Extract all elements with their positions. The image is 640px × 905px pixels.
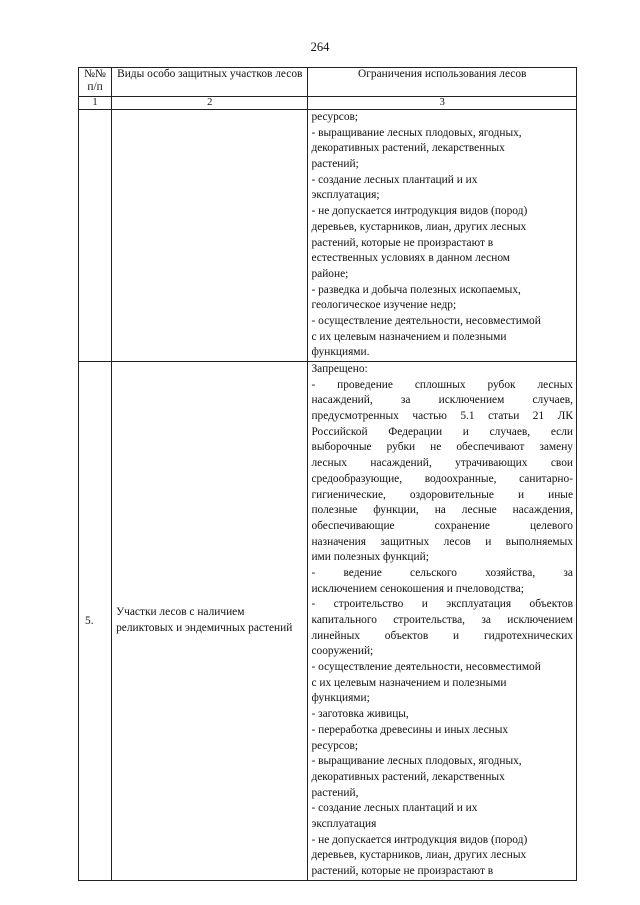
restriction-line: растений, которые не произрастают в xyxy=(311,236,494,249)
restriction-line: - разведка и добыча полезных ископаемых, xyxy=(311,283,521,296)
restriction-line: - создание лесных плантаций и их xyxy=(311,802,478,815)
restriction-line: декоративных растений, лекарственных xyxy=(311,142,505,155)
area-type xyxy=(112,110,308,362)
restriction-line: - не допускается интродукция видов (пород) xyxy=(311,205,528,218)
restriction-line: - не допускается интродукция видов (пород) xyxy=(311,833,528,846)
restriction-line: растений, xyxy=(311,786,359,799)
restriction-line: капитального строительства, за исключением xyxy=(311,614,573,626)
restriction-line: Российской Федерации и случаев, если xyxy=(311,425,573,438)
restriction-line: ресурсов; xyxy=(311,111,359,123)
restriction-line: - осуществление деятельности, несовместимой xyxy=(311,314,541,327)
column-number: 2 xyxy=(112,97,308,110)
restriction-line: выборочные рубки не обеспечивают замену xyxy=(311,441,573,454)
restrictions-cell xyxy=(308,362,577,881)
restriction-line: декоративных растений, лекарственных xyxy=(311,770,505,783)
restriction-line: сооружений; xyxy=(311,645,374,658)
restriction-line: естественных условиях в данном лесном xyxy=(311,252,511,265)
table-row xyxy=(79,362,577,881)
area-type: Участки лесов с наличием реликтовых и эндемичных растений xyxy=(112,362,308,881)
restriction-line: средообразующие, водоохранные, санитарно- xyxy=(311,472,573,485)
restriction-line: - осуществление деятельности, несовместимой xyxy=(311,661,541,674)
restriction-line: линейных объектов и гидротехнических xyxy=(311,629,573,642)
page-number: 264 xyxy=(310,40,330,54)
table-header-row xyxy=(79,68,577,97)
restriction-line: лесных насаждений, утрачивающих свои xyxy=(311,457,573,470)
restriction-line: обеспечивающие сохранение целевого xyxy=(311,519,573,532)
header-restrictions: Ограничения использования лесов xyxy=(308,68,577,97)
restriction-line: - выращивание лесных плодовых, ягодных, xyxy=(311,126,522,139)
restriction-line: гигиенические, оздоровительные и иные xyxy=(311,488,573,501)
restriction-line: ими полезных функций; xyxy=(311,551,429,564)
restriction-line: насаждений, за исключением случаев, xyxy=(311,394,573,407)
restriction-line: - переработка древесины и иных лесных xyxy=(311,723,509,736)
restriction-line: ресурсов; xyxy=(311,739,359,752)
column-number: 3 xyxy=(308,97,577,110)
restriction-line: полезные функции, на лесные насаждения, xyxy=(311,504,573,517)
column-number: 1 xyxy=(79,97,112,110)
header-type: Виды особо защитных участков лесов xyxy=(112,68,308,97)
restriction-line: геологическое изучение недр; xyxy=(311,299,457,312)
restriction-line: растений, которые не произрастают в xyxy=(311,865,494,877)
restriction-line: функциями. xyxy=(311,346,370,359)
restriction-line: деревьев, кустарников, лиан, других лесных xyxy=(311,220,527,233)
restriction-line: эксплуатация xyxy=(311,817,377,830)
restriction-line: - ведение сельского хозяйства, за xyxy=(311,566,573,579)
restriction-line: деревьев, кустарников, лиан, других лесных xyxy=(311,849,527,862)
restriction-line: назначения защитных лесов и выполняемых xyxy=(311,535,573,548)
column-number-row xyxy=(79,97,577,110)
restriction-line: эксплуатация; xyxy=(311,189,380,202)
restrictions-cell xyxy=(308,110,577,362)
restriction-line: - выращивание лесных плодовых, ягодных, xyxy=(311,755,522,768)
restriction-line: с их целевым назначением и полезными xyxy=(311,330,507,343)
row-number xyxy=(79,110,112,362)
restriction-line: исключением сенокошения и пчеловодства; xyxy=(311,582,524,595)
restriction-line: Запрещено: xyxy=(311,363,368,375)
restriction-line: - заготовка живицы, xyxy=(311,708,409,721)
restriction-line: - создание лесных плантаций и их xyxy=(311,173,478,186)
restriction-line: - строительство и эксплуатация объектов xyxy=(311,598,573,611)
header-number: №№ п/п xyxy=(79,68,112,97)
restriction-line: предусмотренных частью 5.1 статьи 21 ЛК xyxy=(311,410,573,423)
restrictions-table xyxy=(78,67,577,881)
row-number: 5. xyxy=(79,362,112,881)
table-row xyxy=(79,110,577,362)
restriction-line: функциями; xyxy=(311,692,370,705)
restriction-line: с их целевым назначением и полезными xyxy=(311,676,507,689)
restriction-line: районе; xyxy=(311,267,349,280)
restriction-line: растений; xyxy=(311,158,359,171)
restriction-line: - проведение сплошных рубок лесных xyxy=(311,378,573,391)
